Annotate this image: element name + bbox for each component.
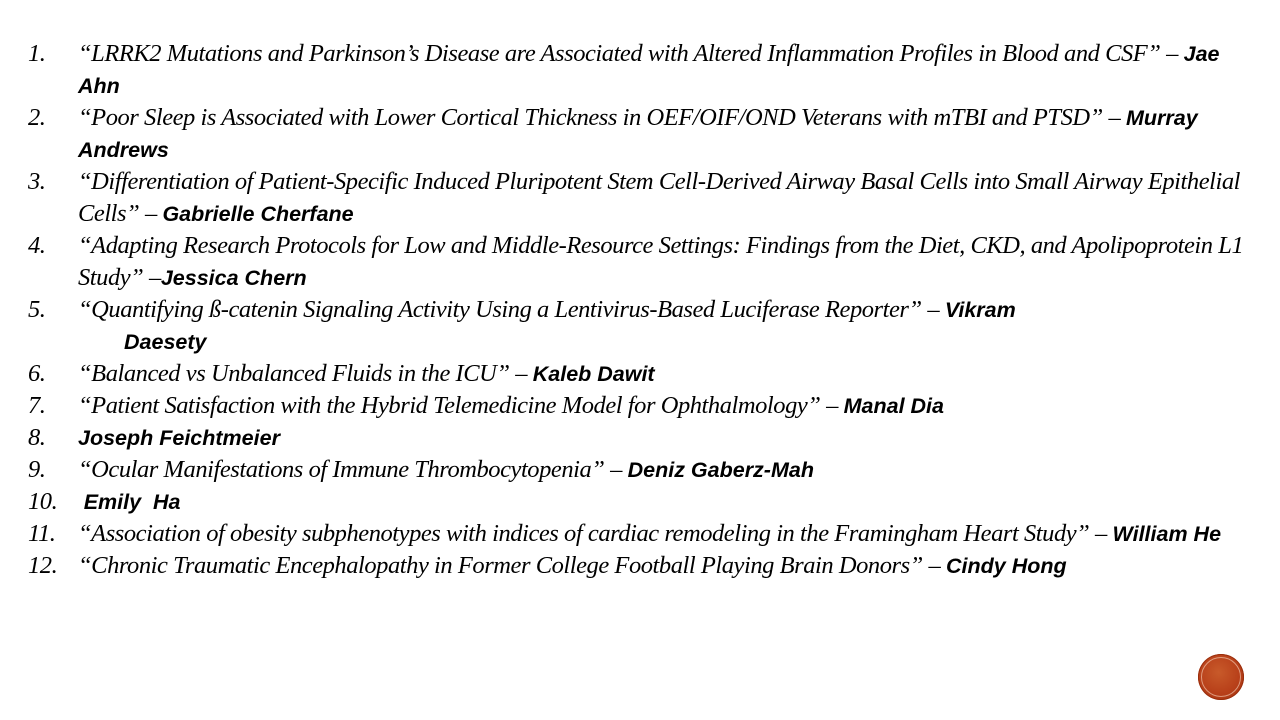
list-item — [28, 390, 1258, 422]
item-number: 2. — [28, 104, 46, 131]
item-author: Joseph Feichtmeier — [78, 426, 280, 450]
item-number: 9. — [28, 456, 46, 483]
item-number: 1. — [28, 40, 46, 67]
list-item — [28, 422, 1258, 454]
item-title: “Poor Sleep is Associated with Lower Cortical Thickness in OEF/OIF/OND Veterans with mTBI and PTSD” – — [78, 104, 1126, 131]
item-number: 12. — [28, 552, 58, 579]
item-number: 11. — [28, 520, 56, 547]
list-item-continuation — [28, 326, 1258, 358]
item-author: Kaleb Dawit — [532, 362, 655, 386]
item-number: 5. — [28, 296, 46, 323]
item-title: “Differentiation of Patient-Specific Induced Pluripotent Stem Cell-Derived Airway Basal Cells into Small Airway Epithelial Cells” – — [78, 168, 1240, 227]
item-number: 3. — [28, 168, 46, 195]
item-title: “Adapting Research Protocols for Low and Middle-Resource Settings: Findings from the Diet, CKD, and Apolipoprotein L1 Study” – — [78, 232, 1244, 291]
item-author: Manal Dia — [843, 394, 944, 418]
list-item — [28, 486, 1258, 518]
item-author: Vikram — [944, 298, 1016, 322]
item-author: Jae Ahn — [78, 42, 1220, 98]
item-title: “Quantifying ß-catenin Signaling Activity Using a Lentivirus-Based Luciferase Reporter” – — [78, 296, 945, 323]
item-author: William He — [1112, 522, 1222, 546]
list-item — [28, 294, 1258, 326]
list-item — [28, 358, 1258, 390]
item-author-continuation: Daesety — [124, 330, 207, 354]
list-item — [28, 102, 1258, 166]
list-item — [28, 454, 1258, 486]
item-title: “Ocular Manifestations of Immune Thrombocytopenia” – — [78, 456, 628, 483]
item-author: Emily Ha — [83, 490, 181, 514]
item-title: “Balanced vs Unbalanced Fluids in the ICU” – — [78, 360, 533, 387]
list-item — [28, 230, 1258, 294]
item-author: Murray Andrews — [78, 106, 1198, 162]
item-number: 10. — [28, 488, 58, 515]
item-author: Jessica Chern — [160, 266, 307, 290]
item-number: 6. — [28, 360, 46, 387]
item-number: 7. — [28, 392, 46, 419]
presentation-list — [28, 38, 1258, 582]
list-item — [28, 518, 1258, 550]
item-title: “Chronic Traumatic Encephalopathy in Former College Football Playing Brain Donors” – — [78, 552, 946, 579]
item-title: “Patient Satisfaction with the Hybrid Telemedicine Model for Ophthalmology” – — [78, 392, 844, 419]
item-number: 8. — [28, 424, 46, 451]
list-item — [28, 166, 1258, 230]
item-number: 4. — [28, 232, 46, 259]
list-item — [28, 550, 1258, 582]
circle-nav-button-icon[interactable] — [1198, 654, 1244, 700]
item-title: “Association of obesity subphenotypes with indices of cardiac remodeling in the Framingham Heart Study” – — [78, 520, 1113, 547]
item-author: Gabrielle Cherfane — [162, 202, 354, 226]
item-title: “LRRK2 Mutations and Parkinson’s Disease are Associated with Altered Inflammation Profiles in Blood and CSF” – — [78, 40, 1184, 67]
item-author: Cindy Hong — [946, 554, 1067, 578]
list-item — [28, 38, 1258, 102]
item-author: Deniz Gaberz-Mah — [627, 458, 814, 482]
